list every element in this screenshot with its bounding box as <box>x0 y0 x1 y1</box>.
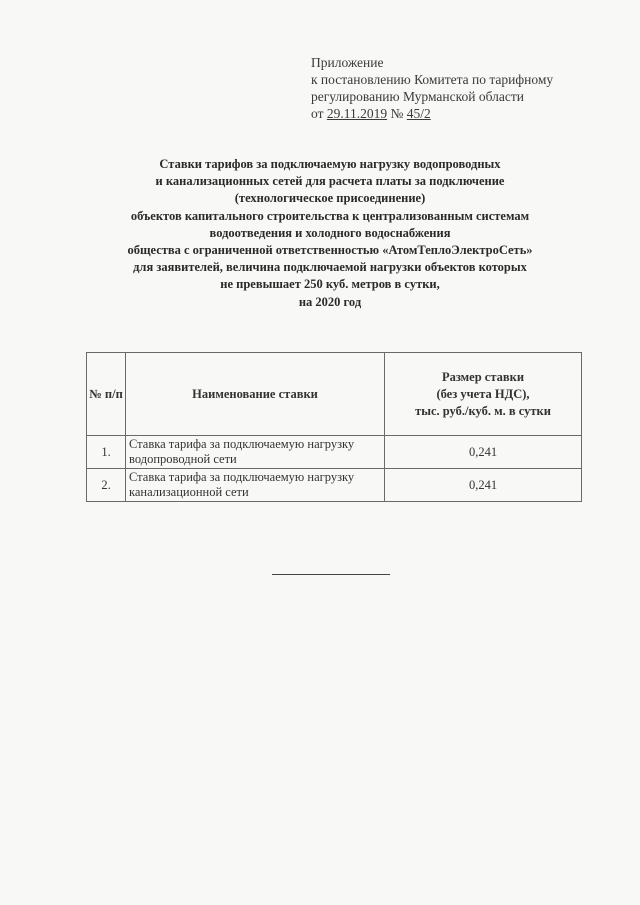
row-name: Ставка тарифа за подключаемую нагрузку канализационной сети <box>126 469 385 502</box>
title-line: объектов капитального строительства к централизованным системам <box>130 208 530 223</box>
appendix-line: регулированию Мурманской области <box>311 89 524 104</box>
title-line: для заявителей, величина подключаемой нагрузки объектов которых <box>133 260 527 275</box>
rates-table <box>86 352 582 502</box>
table-row <box>87 436 582 469</box>
header-value-line: Размер ставки <box>441 369 525 384</box>
table-row <box>87 469 582 502</box>
title-line: водоотведения и холодного водоснабжения <box>209 225 451 240</box>
title-line: не превышает 250 куб. метров в сутки, <box>220 277 440 292</box>
header-name: Наименование ставки <box>126 353 385 436</box>
header-value-line: тыс. руб./куб. м. в сутки <box>415 403 551 418</box>
title-line: и канализационных сетей для расчета платы за подключение <box>155 174 505 189</box>
resolution-number: 45/2 <box>406 106 431 121</box>
title-line: Ставки тарифов за подключаемую нагрузку водопроводных <box>159 157 501 171</box>
header-value-line: (без учета НДС), <box>436 386 530 401</box>
header-value <box>385 353 582 436</box>
title-line: (технологическое присоединение) <box>234 191 426 206</box>
row-value: 0,241 <box>385 436 582 469</box>
appendix-date-line <box>311 105 553 122</box>
title-line: общества с ограниченной ответственностью «АтомТеплоЭлектроСеть» <box>127 243 533 258</box>
number-sign: № <box>387 106 407 121</box>
row-name: Ставка тарифа за подключаемую нагрузку водопроводной сети <box>126 436 385 469</box>
appendix-line: Приложение <box>311 55 384 70</box>
header-num: № п/п <box>87 353 126 436</box>
row-num: 1. <box>87 436 126 469</box>
resolution-date: 29.11.2019 <box>326 106 388 121</box>
appendix-block <box>311 54 553 122</box>
row-value: 0,241 <box>385 469 582 502</box>
document-title <box>40 156 620 311</box>
separator-line <box>272 574 390 575</box>
row-num: 2. <box>87 469 126 502</box>
table-header-row <box>87 353 582 436</box>
appendix-date-prefix: от <box>311 106 327 121</box>
appendix-line: к постановлению Комитета по тарифному <box>311 72 554 87</box>
title-line: на 2020 год <box>298 294 362 309</box>
